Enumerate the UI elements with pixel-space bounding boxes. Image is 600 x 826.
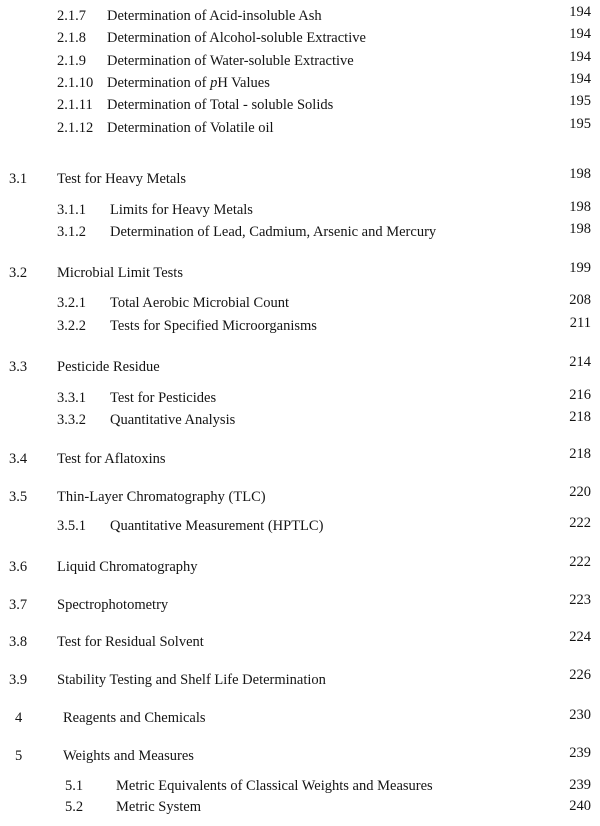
entry-number: 2.1.8 bbox=[57, 30, 86, 46]
entry-number: 3.2.2 bbox=[57, 318, 86, 334]
toc-entry bbox=[0, 776, 600, 796]
section-number: 3.3 bbox=[9, 359, 28, 375]
entry-title: Determination of Total - soluble Solids bbox=[107, 97, 334, 113]
section-page: 199 bbox=[569, 260, 591, 276]
entry-page: 194 bbox=[569, 49, 591, 65]
section-title: Test for Aflatoxins bbox=[57, 451, 166, 467]
section-number: 3.8 bbox=[9, 634, 28, 650]
section-title: Microbial Limit Tests bbox=[57, 265, 183, 281]
toc-section bbox=[0, 629, 600, 652]
chapter-page: 230 bbox=[569, 707, 591, 723]
entry-page: 218 bbox=[569, 409, 591, 425]
entry-page: 198 bbox=[569, 221, 591, 237]
toc-section bbox=[0, 260, 600, 283]
entry-page: 194 bbox=[569, 4, 591, 20]
entry-title: Metric System bbox=[116, 799, 201, 815]
entry-page: 195 bbox=[569, 93, 591, 109]
toc-entry bbox=[0, 293, 600, 313]
entry-page: 198 bbox=[569, 199, 591, 215]
section-page: 214 bbox=[569, 354, 591, 370]
chapter-number: 4 bbox=[15, 710, 23, 726]
chapter-title: Weights and Measures bbox=[63, 748, 194, 764]
section-number: 3.7 bbox=[9, 597, 28, 613]
section-number: 3.9 bbox=[9, 672, 28, 688]
entry-page: 239 bbox=[569, 777, 591, 793]
toc-entry bbox=[0, 51, 600, 71]
entry-title: Quantitative Analysis bbox=[110, 412, 236, 428]
entry-title: Determination of Lead, Cadmium, Arsenic and Mercury bbox=[110, 224, 437, 240]
section-title: Test for Heavy Metals bbox=[57, 171, 187, 187]
entry-page: 194 bbox=[569, 71, 591, 87]
section-page: 226 bbox=[569, 667, 591, 683]
entry-number: 3.1.1 bbox=[57, 202, 86, 218]
section-page: 224 bbox=[569, 629, 591, 645]
section-number: 3.1 bbox=[9, 171, 28, 187]
section-title: Spectrophotometry bbox=[57, 597, 169, 613]
entry-page: 240 bbox=[569, 798, 591, 814]
toc-section bbox=[0, 592, 600, 615]
entry-number: 2.1.9 bbox=[57, 53, 86, 69]
entry-title: Determination of Alcohol-soluble Extractive bbox=[107, 30, 366, 46]
toc-entry bbox=[0, 388, 600, 408]
toc-entry bbox=[0, 73, 600, 93]
entry-title: Determination of pH Values bbox=[107, 75, 270, 91]
entry-number: 2.1.7 bbox=[57, 8, 86, 24]
toc-entry bbox=[0, 316, 600, 336]
entry-title: Test for Pesticides bbox=[110, 390, 217, 406]
entry-number: 2.1.12 bbox=[57, 120, 94, 136]
entry-number: 3.2.1 bbox=[57, 295, 86, 311]
entry-title: Quantitative Measurement (HPTLC) bbox=[110, 518, 324, 534]
entry-number: 2.1.11 bbox=[57, 97, 93, 113]
entry-title: Metric Equivalents of Classical Weights and Measures bbox=[116, 778, 433, 794]
entry-page: 211 bbox=[569, 315, 591, 331]
section-number: 3.4 bbox=[9, 451, 28, 467]
toc-entry bbox=[0, 797, 600, 817]
section-page: 220 bbox=[569, 484, 591, 500]
entry-page: 222 bbox=[569, 515, 591, 531]
toc-chapter bbox=[0, 746, 600, 766]
section-number: 3.2 bbox=[9, 265, 28, 281]
toc-section bbox=[0, 484, 600, 507]
section-number: 3.5 bbox=[9, 489, 28, 505]
entry-number: 5.2 bbox=[65, 799, 84, 815]
toc-entry bbox=[0, 516, 600, 536]
toc-entry bbox=[0, 95, 600, 115]
section-page: 223 bbox=[569, 592, 591, 608]
entry-number: 5.1 bbox=[65, 778, 84, 794]
toc-entry bbox=[0, 410, 600, 430]
entry-title: Determination of Water-soluble Extractive bbox=[107, 53, 354, 69]
section-page: 222 bbox=[569, 554, 591, 570]
entry-page: 208 bbox=[569, 292, 591, 308]
entry-page: 194 bbox=[569, 26, 591, 42]
entry-title: Total Aerobic Microbial Count bbox=[110, 295, 289, 311]
section-title: Liquid Chromatography bbox=[57, 559, 198, 575]
chapter-title: Reagents and Chemicals bbox=[63, 710, 206, 726]
section-title: Stability Testing and Shelf Life Determination bbox=[57, 672, 326, 688]
section-page: 198 bbox=[569, 166, 591, 182]
toc-section bbox=[0, 554, 600, 577]
toc-entry bbox=[0, 6, 600, 26]
toc-entry bbox=[0, 28, 600, 48]
entry-title: Determination of Volatile oil bbox=[107, 120, 274, 136]
entry-number: 3.1.2 bbox=[57, 224, 86, 240]
entry-title: Tests for Specified Microorganisms bbox=[110, 318, 317, 334]
entry-page: 216 bbox=[569, 387, 591, 403]
entry-number: 3.3.1 bbox=[57, 390, 86, 406]
entry-title: Limits for Heavy Metals bbox=[110, 202, 253, 218]
entry-page: 195 bbox=[569, 116, 591, 132]
toc-section bbox=[0, 166, 600, 189]
section-number: 3.6 bbox=[9, 559, 28, 575]
entry-number: 3.5.1 bbox=[57, 518, 86, 534]
chapter-number: 5 bbox=[15, 748, 23, 764]
toc-section bbox=[0, 446, 600, 469]
section-title: Test for Residual Solvent bbox=[57, 634, 204, 650]
entry-number: 2.1.10 bbox=[57, 75, 94, 91]
section-page: 218 bbox=[569, 446, 591, 462]
toc-entry bbox=[0, 118, 600, 138]
toc-entry bbox=[0, 222, 600, 242]
toc-section bbox=[0, 354, 600, 377]
section-title: Pesticide Residue bbox=[57, 359, 160, 375]
toc-chapter bbox=[0, 708, 600, 728]
section-title: Thin-Layer Chromatography (TLC) bbox=[57, 489, 266, 505]
toc-entry bbox=[0, 200, 600, 220]
chapter-page: 239 bbox=[569, 745, 591, 761]
entry-title: Determination of Acid-insoluble Ash bbox=[107, 8, 322, 24]
toc-section bbox=[0, 667, 600, 690]
entry-number: 3.3.2 bbox=[57, 412, 86, 428]
